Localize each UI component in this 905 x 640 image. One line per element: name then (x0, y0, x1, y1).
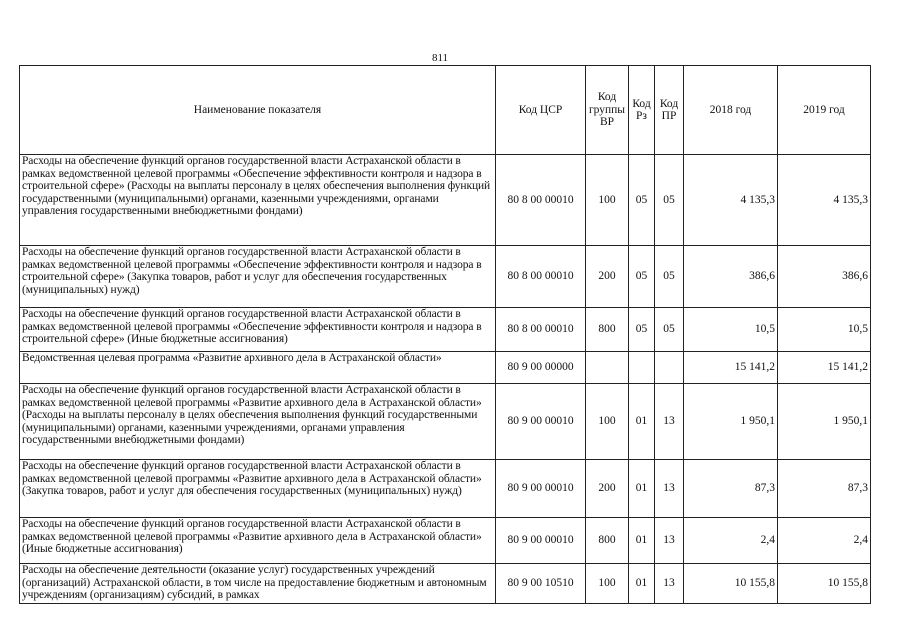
row-pr-code: 13 (655, 564, 684, 604)
header-pr: Код ПР (655, 66, 684, 155)
row-csr-code: 80 9 00 10510 (496, 564, 586, 604)
row-name: Расходы на обеспечение функций органов государственной власти Астраханской области в рамках ведомственной целевой программы «Обеспечение эффективности контроля и надзора в строительной сфере» (Закупка товаров, работ и услуг для обеспечения государственных (муниципальных) нужд) (20, 246, 496, 308)
row-vr-code: 100 (586, 564, 629, 604)
row-csr-code: 80 9 00 00010 (496, 384, 586, 460)
table-row (20, 384, 871, 460)
row-name: Расходы на обеспечение функций органов государственной власти Астраханской области в рамках ведомственной целевой программы «Развитие архивного дела в Астраханской области» (Расходы на выплаты персоналу в целях обеспечения выполнения функций государственными (муниципальными) органами, казенными учреждениями, органами управления государственными внебюджетными фондами) (20, 384, 496, 460)
row-amount-2019: 15 141,2 (778, 352, 871, 384)
row-csr-code: 80 8 00 00010 (496, 246, 586, 308)
page-number: 811 (431, 52, 449, 64)
row-csr-code: 80 9 00 00010 (496, 518, 586, 564)
row-vr-code: 800 (586, 308, 629, 352)
row-amount-2019: 2,4 (778, 518, 871, 564)
row-vr-code: 200 (586, 460, 629, 518)
row-vr-code: 200 (586, 246, 629, 308)
row-vr-code: 100 (586, 155, 629, 246)
row-pr-code (655, 352, 684, 384)
row-csr-code: 80 8 00 00010 (496, 155, 586, 246)
row-pr-code: 05 (655, 155, 684, 246)
row-amount-2018: 2,4 (684, 518, 778, 564)
table-row (20, 155, 871, 246)
header-name: Наименование показателя (20, 66, 496, 155)
row-rz-code: 01 (629, 518, 655, 564)
row-pr-code: 13 (655, 384, 684, 460)
budget-table (19, 65, 871, 604)
row-amount-2018: 87,3 (684, 460, 778, 518)
row-rz-code: 01 (629, 564, 655, 604)
row-name: Расходы на обеспечение функций органов государственной власти Астраханской области в рамках ведомственной целевой программы «Развитие архивного дела в Астраханской области» (Иные бюджетные ассигнования) (20, 518, 496, 564)
header-2019: 2019 год (778, 66, 871, 155)
row-amount-2018: 386,6 (684, 246, 778, 308)
row-vr-code: 100 (586, 384, 629, 460)
row-csr-code: 80 8 00 00010 (496, 308, 586, 352)
row-amount-2019: 1 950,1 (778, 384, 871, 460)
row-name: Ведомственная целевая программа «Развитие архивного дела в Астраханской области» (20, 352, 496, 384)
header-csr: Код ЦСР (496, 66, 586, 155)
table-body (20, 155, 871, 604)
row-rz-code: 05 (629, 246, 655, 308)
row-rz-code: 01 (629, 460, 655, 518)
row-rz-code: 05 (629, 155, 655, 246)
row-amount-2019: 386,6 (778, 246, 871, 308)
table-row (20, 564, 871, 604)
row-amount-2019: 10 155,8 (778, 564, 871, 604)
header-rz: Код Рз (629, 66, 655, 155)
table-row (20, 308, 871, 352)
row-amount-2019: 4 135,3 (778, 155, 871, 246)
row-amount-2018: 10 155,8 (684, 564, 778, 604)
row-pr-code: 05 (655, 246, 684, 308)
header-2018: 2018 год (684, 66, 778, 155)
table-row (20, 246, 871, 308)
table-row (20, 518, 871, 564)
row-csr-code: 80 9 00 00000 (496, 352, 586, 384)
row-name: Расходы на обеспечение функций органов государственной власти Астраханской области в рамках ведомственной целевой программы «Обеспечение эффективности контроля и надзора в строительной сфере» (Иные бюджетные ассигнования) (20, 308, 496, 352)
row-vr-code (586, 352, 629, 384)
header-vr: Код группы ВР (586, 66, 629, 155)
row-amount-2018: 1 950,1 (684, 384, 778, 460)
row-pr-code: 13 (655, 460, 684, 518)
row-vr-code: 800 (586, 518, 629, 564)
row-name: Расходы на обеспечение деятельности (оказание услуг) государственных учреждений (организаций) Астраханской области, в том числе на предоставление бюджетным и автономным учреждениям (организациям) субсидий, в рамках (20, 564, 496, 604)
row-pr-code: 05 (655, 308, 684, 352)
row-name: Расходы на обеспечение функций органов государственной власти Астраханской области в рамках ведомственной целевой программы «Развитие архивного дела в Астраханской области» (Закупка товаров, работ и услуг для обеспечения государственных (муниципальных) нужд) (20, 460, 496, 518)
table-row (20, 460, 871, 518)
table-header-row (20, 66, 871, 155)
row-csr-code: 80 9 00 00010 (496, 460, 586, 518)
row-amount-2019: 10,5 (778, 308, 871, 352)
table-row (20, 352, 871, 384)
row-name: Расходы на обеспечение функций органов государственной власти Астраханской области в рамках ведомственной целевой программы «Обеспечение эффективности контроля и надзора в строительной сфере» (Расходы на выплаты персоналу в целях обеспечения выполнения функций государственными (муниципальными) органами, казенными учреждениями, органами управления государственными внебюджетными фондами) (20, 155, 496, 246)
row-amount-2019: 87,3 (778, 460, 871, 518)
row-rz-code (629, 352, 655, 384)
row-amount-2018: 15 141,2 (684, 352, 778, 384)
row-rz-code: 05 (629, 308, 655, 352)
row-rz-code: 01 (629, 384, 655, 460)
row-amount-2018: 4 135,3 (684, 155, 778, 246)
row-amount-2018: 10,5 (684, 308, 778, 352)
row-pr-code: 13 (655, 518, 684, 564)
